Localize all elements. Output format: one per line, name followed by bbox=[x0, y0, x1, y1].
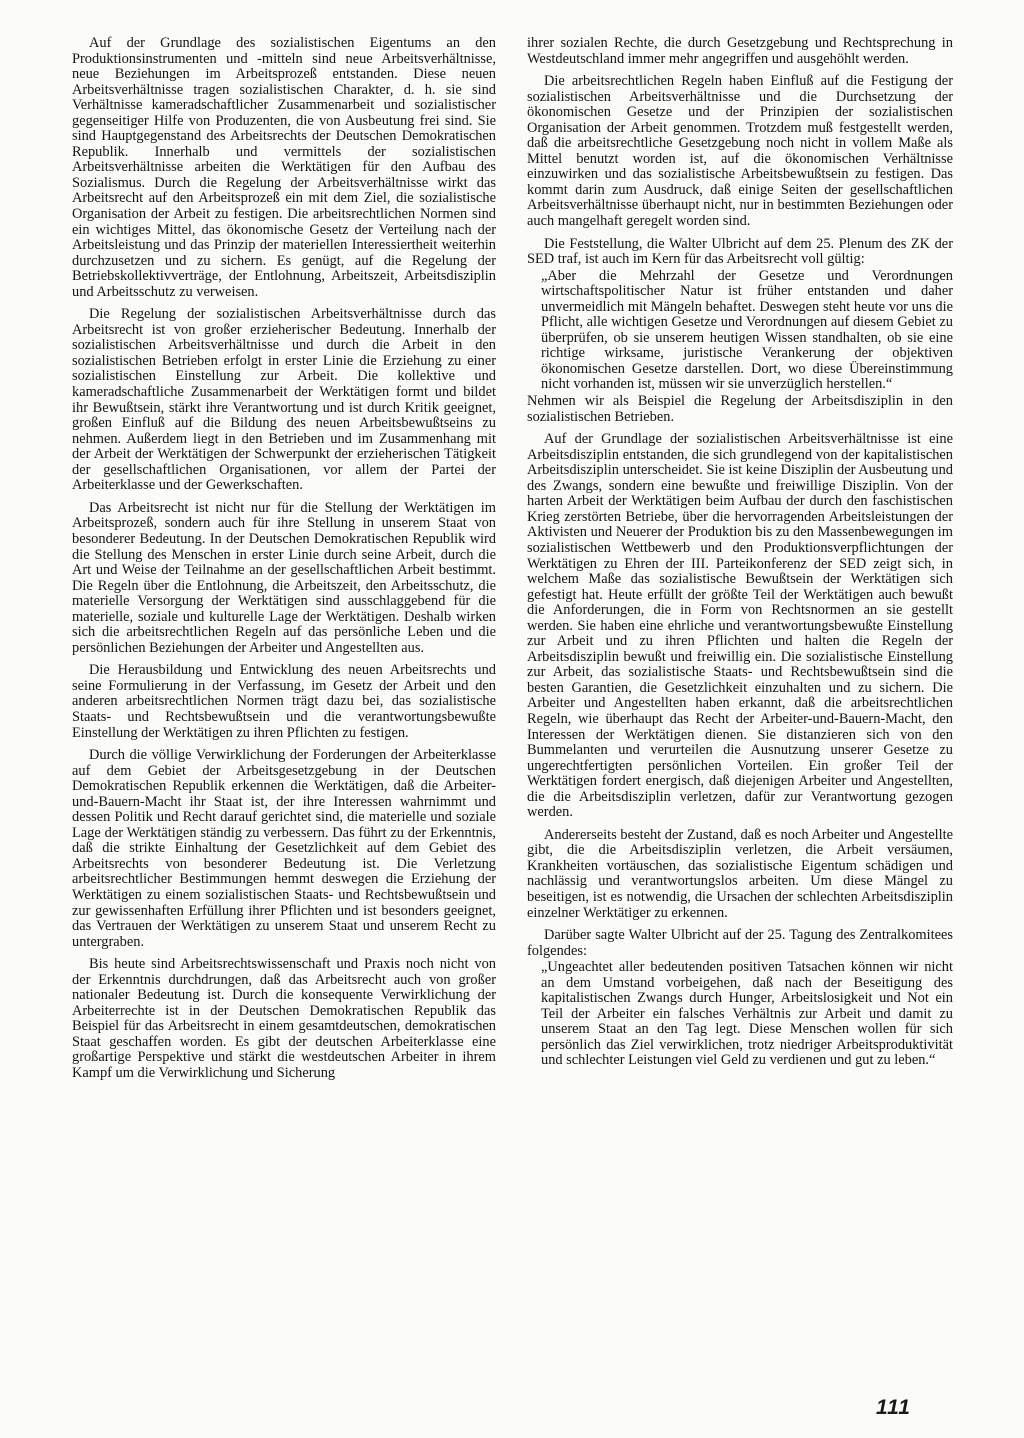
paragraph-arbeitsdisziplin: Auf der Grundlage der sozialistischen Arbeitsverhältnisse ist eine Arbeitsdisziplin entstanden, die sich grundlegend von der kapitalistischen Arbeitsdisziplin unterscheidet. Sie ist keine Disziplin der Ausbeutung und des Zwangs, sondern eine bewußte und freiwillige Disziplin. Von der harten Arbeit der Werktätigen beim Aufbau der durch den faschistischen Krieg zerstörten Betriebe, über die hervorragenden Arbeitsleistungen der Aktivisten und Neuerer der Produktion bis zu den Massenbewegungen im sozialistischen Wettbewerb und den Produktionsverpflichtungen der Werktätigen zu Ehren der III. Parteikonferenz der SED zeigt sich, in welchem Maße das sozialistische Bewußtsein der Werktätigen sich gefestigt hat. Heute erfüllt der größte Teil der Werktätigen auch bewußt die Anforderungen, die in Form von Rechtsnormen an sie gestellt werden. Sie haben eine ehrliche und verantwortungsbewußte Einstellung zur Arbeit und zu ihren Pflichten und halten die Regeln der Arbeitsdisziplin bewußt und freiwillig ein. Die sozialistische Einstellung zur Arbeit, das sozialistische Staats- und Rechtsbewußtsein sind die besten Garantien, die Gesetzlichkeit einzuhalten und zu sichern. Die Arbeiter und Angestellten haben erkannt, daß die arbeitsrechtlichen Regeln, wie überhaupt das Recht der Arbeiter-und-Bauern-Macht, den Interessen der Werktätigen dienen. Sie distanzieren sich von den Bummelanten und verurteilen die Ausnutzung unserer Gesetze zu ungerechtfertigten persönlichen Vorteilen. Ein großer Teil der Werktätigen fordert energisch, daß diejenigen Arbeiter und Angestellten, die die Arbeitsdisziplin verletzen, dafür zur Verantwortung gezogen werden. bbox=[527, 431, 953, 821]
paragraph-erzieherisch: Die Regelung der sozialistischen Arbeitsverhältnisse durch das Arbeitsrecht ist von großer erzieherischer Bedeutung. Innerhalb der sozialistischen Arbeitsverhältnisse und durch die Arbeit in den sozialistischen Betrieben erfolgt in erster Linie die Erziehung zu einer sozialistischen Einstellung zur Arbeit. Die kollektive und kameradschaftliche Zusammenarbeit der Werktätigen formt und bildet ihr Bewußtsein, stärkt ihre Verantwortung und ist durch Kritik geeignet, großen Einfluß auf die Bildung des neuen Arbeitsbewußtseins zu nehmen. Außerdem liegt in den Betrieben und im Zusammenhang mit der Arbeit der Werktätigen der Schwerpunkt der erzieherischen Tätigkeit der gesellschaftlichen Organisationen, vor allem der Partei der Arbeiterklasse und der Gewerkschaften. bbox=[72, 306, 496, 494]
quote-text-plenum: „Aber die Mehrzahl der Gesetze und Verordnungen wirtschaftspolitischer Natur ist früher entstanden und daher unvermeidlich mit Mängeln behaftet. Deswegen steht heute vor uns die Pflicht, alle wichtigen Gesetze und Verordnungen auf diesem Gebiet zu überprüfen, ob sie unserem heutigen Wissen standhalten, ob sie eine richtige wirksame, juristische Verankerung der objektiven ökonomischen Gesetze darstellen. Dort, wo diese Übereinstimmung nicht vorhanden ist, müssen wir sie unverzüglich herstellen.“ bbox=[541, 267, 953, 393]
paragraph-regeln: Die arbeitsrechtlichen Regeln haben Einfluß auf die Festigung der sozialistischen Arbeitsverhältnisse und die Durchsetzung der ökonomischen Gesetze und der Prinzipien der sozialistischen Organisation der Arbeit genommen. Trotzdem muß festgestellt werden, daß die arbeitsrechtliche Gesetzgebung noch nicht in vollem Maße als Mittel benutzt worden ist, auf die ökonomischen Verhältnisse einzuwirken und das sozialistische Arbeitsbewußtsein zu festigen. Das kommt darin zum Ausdruck, daß einige Seiten der gesellschaftlichen Arbeitsverhältnisse überhaupt nicht, nur in bestimmten Beziehungen oder auch mangelhaft geregelt worden sind. bbox=[527, 73, 953, 230]
paragraph-continuation: ihrer sozialen Rechte, die durch Gesetzgebung und Rechtsprechung in Westdeutschland immer mehr angegriffen und ausgehöhlt werden. bbox=[527, 35, 953, 67]
paragraph-darueber: Darüber sagte Walter Ulbricht auf der 25. Tagung des Zentralkomitees folgendes: bbox=[527, 927, 953, 959]
block-quote-plenum bbox=[541, 269, 953, 393]
right-column bbox=[527, 36, 953, 1070]
paragraph-verwirklichung: Durch die völlige Verwirklichung der Forderungen der Arbeiterklasse auf dem Gebiet der Arbeitsgesetzgebung in der Deutschen Demokratischen Republik erkennen die Werktätigen, daß die Arbeiter-und-Bauern-Macht ihr Staat ist, der ihre Interessen wahrnimmt und dessen Politik und Recht darauf gerichtet sind, die materielle und soziale Lage der Werktätigen ständig zu verbessern. Das führt zu der Erkenntnis, daß die strikte Einhaltung der Gesetzlichkeit auf dem Gebiet des Arbeitsrechts von besonderer Bedeutung ist. Die Verletzung arbeitsrechtlicher Bestimmungen hemmt deswegen die Erziehung der Werktätigen zu einem sozialistischen Staats- und Rechtsbewußtsein und zur gewissenhaften Erfüllung ihrer Pflichten und ist besonders geeignet, das Vertrauen der Werktätigen zu unserem Staat und unserem Recht zu untergraben. bbox=[72, 747, 496, 950]
paragraph-andererseits: Andererseits besteht der Zustand, daß es noch Arbeiter und Angestellte gibt, die die Arbeitsdisziplin verletzen, die Arbeit versäumen, Krankheiten vortäuschen, das sozialistische Eigentum schädigen und nachlässig und verantwortungslos arbeiten. Um diese Mängel zu beseitigen, ist es notwendig, die Ursachen der schlechten Arbeitsdisziplin einzelner Werktätiger zu erkennen. bbox=[527, 826, 953, 921]
paragraph-herausbildung: Die Herausbildung und Entwicklung des neuen Arbeitsrechts und seine Formulierung in der Verfassung, im Gesetz der Arbeit und den anderen arbeitsrechtlichen Normen trägt dazu bei, das sozialistische Staats- und Rechtsbewußtsein und die verantwortungsbewußte Einstellung der Werktätigen zu ihren Pflichten zu festigen. bbox=[72, 662, 496, 741]
paragraph-national: Bis heute sind Arbeitsrechtswissenschaft und Praxis noch nicht von der Erkenntnis durchdrungen, daß das Arbeitsrecht auch von großer nationaler Bedeutung ist. Durch die konsequente Verwirklichung der Arbeiterrechte ist in der Deutschen Demokratischen Republik das Beispiel für das Arbeitsrecht in einem gesamtdeutschen, demokratischen Staat geschaffen worden. Es gibt der deutschen Arbeiterklasse eine großartige Perspektive und stärkt die westdeutschen Arbeiter in ihrem Kampf um die Verwirklichung und Sicherung bbox=[72, 956, 496, 1081]
page-number: 111 bbox=[876, 1396, 911, 1419]
paragraph-feststellung: Die Feststellung, die Walter Ulbricht auf dem 25. Plenum des ZK der SED traf, ist auch im Kern für das Arbeitsrecht voll gültig: bbox=[527, 235, 953, 268]
paragraph-stellung: Das Arbeitsrecht ist nicht nur für die Stellung der Werktätigen im Arbeitsprozeß, sondern auch für ihre Stellung in unserem Staat von besonderer Bedeutung. In der Deutschen Demokratischen Republik wird die Stellung des Menschen in erster Linie durch seine Arbeit, durch die Art und Weise der Teilnahme an der gesellschaftlichen Arbeit bestimmt. Die Regeln über die Entlohnung, die Arbeitszeit, den Arbeitsschutz, die materielle Versorgung der Werktätigen sind ausschlaggebend für die materielle, soziale und kulturelle Lage der Werktätigen. Deshalb wirken sich die arbeitsrechtlichen Regeln auf das persönliche Leben und die persönlichen Beziehungen der Arbeiter und Angestellten aus. bbox=[72, 499, 496, 656]
block-quote-zentralkomitee bbox=[541, 960, 953, 1069]
left-column bbox=[72, 36, 496, 1082]
quote-text-zentralkomitee: „Ungeachtet aller bedeutenden positiven Tatsachen können wir nicht an dem Umstand vorbeigehen, daß nach der Beseitigung des kapitalistischen Zwangs durch Hunger, Arbeitslosigkeit und Not ein Teil der Arbeiter ein falsches Verhältnis zur Arbeit und damit zu unserem Staat an den Tag legt. Diese Menschen wollen für sich persönlich das Ziel verwirklichen, trotz niedriger Arbeitsproduktivität und schlechter Leistungen viel Geld zu verdienen und gut zu leben.“ bbox=[541, 959, 953, 1069]
paragraph-beispiel: Nehmen wir als Beispiel die Regelung der Arbeitsdisziplin in den sozialistischen Betrieben. bbox=[527, 393, 953, 425]
paragraph-eigentum: Auf der Grundlage des sozialistischen Eigentums an den Produktionsinstrumenten und -mitteln sind neue Arbeitsverhältnisse, neue Beziehungen im Arbeitsprozeß entstanden. Diese neuen Arbeitsverhältnisse tragen sozialistischen Charakter, d. h. sie sind Verhältnisse kameradschaftlicher Zusammenarbeit und sozialistischer gegenseitiger Hilfe von Produzenten, die von Ausbeutung frei sind. Sie sind Hauptgegenstand des Arbeitsrechts der Deutschen Demokratischen Republik. Innerhalb und vermittels der sozialistischen Arbeitsverhältnisse arbeiten die Werktätigen für den Aufbau des Sozialismus. Durch die Regelung der Arbeitsverhältnisse wirkt das Arbeitsrecht auf den Arbeitsprozeß ein mit dem Ziel, die sozialistische Organisation der Arbeit zu festigen. Die arbeitsrechtlichen Normen sind ein wichtiges Mittel, das ökonomische Gesetz der Verteilung nach der Arbeitsleistung und das Prinzip der materiellen Interessiertheit weiterhin durchzusetzen und zu sichern. Es genügt, auf die Regelung der Betriebskollektivverträge, der Entlohnung, Arbeitszeit, Arbeitsdisziplin und Arbeitsschutz zu verweisen. bbox=[72, 35, 496, 300]
